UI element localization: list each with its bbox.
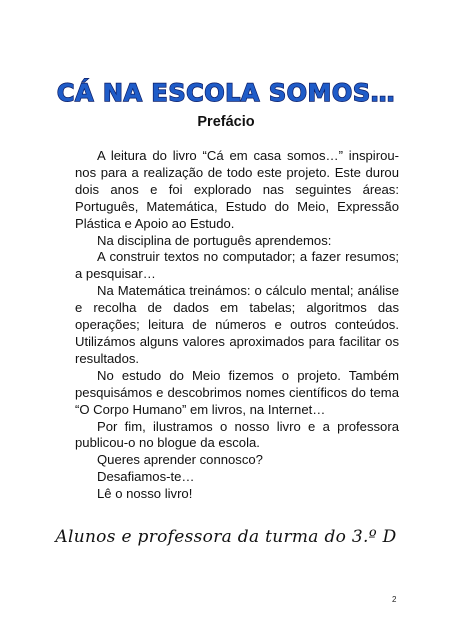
paragraph-portugues-list: A construir textos no computador; a fazer resumos; a pesquisar… [75, 249, 399, 282]
paragraph-estudo-meio: No estudo do Meio fizemos o projeto. Também pesquisámos e descobrimos nomes científicos do tema “O Corpo Humano” em livros, na Internet… [75, 367, 399, 417]
title-svg [40, 74, 412, 108]
page-number: 2 [392, 595, 397, 604]
paragraph-intro: A leitura do livro “Cá em casa somos…” inspirou-nos para a realização de todo este projeto. Este durou dois anos e foi explorado nas seguintes áreas: Português, Matemática, Estudo do Meio, Expressão Plástica e Apoio ao Estudo. [75, 148, 399, 231]
signature: Alunos e professora da turma do 3.º D [55, 527, 397, 547]
question-line: Queres aprender connosco? [97, 452, 263, 468]
title-wordart [40, 74, 412, 108]
page-title: CÁ NA ESCOLA SOMOS… [56, 79, 396, 107]
preface-body [75, 148, 399, 503]
challenge-line: Desafiamos-te… [97, 469, 195, 485]
paragraph-ilustracao: Por fim, ilustramos o nosso livro e a professora publicou-o no blogue da escola. [75, 418, 399, 451]
paragraph-matematica: Na Matemática treinámos: o cálculo mental; análise e recolha de dados em tabelas; algoritmos das operações; leitura de números e outros conteúdos. Utilizámos alguns valores aproximados para facilitar os resultados. [75, 283, 399, 366]
section-heading: Prefácio [197, 114, 255, 130]
closing-line: Lê o nosso livro! [97, 486, 193, 502]
paragraph-portugues: Na disciplina de português aprendemos: [97, 232, 332, 248]
